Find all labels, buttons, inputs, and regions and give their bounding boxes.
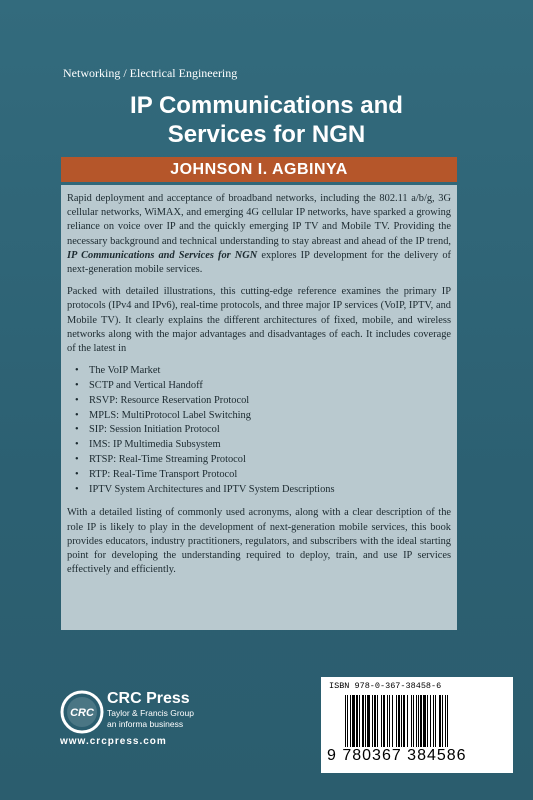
author-bar xyxy=(61,157,457,182)
barcode-icon xyxy=(345,695,495,747)
paragraph-intro xyxy=(67,192,451,277)
title-line-1: IP Communications and xyxy=(130,92,403,119)
isbn-text: ISBN 978-0-367-38458-6 xyxy=(329,681,442,691)
book-title xyxy=(0,91,533,149)
intro-book-title: IP Communications and Services for NGN xyxy=(67,249,258,261)
list-item: • SIP: Session Initiation Protocol xyxy=(75,423,451,438)
list-item: • MPLS: MultiProtocol Label Switching xyxy=(75,409,451,424)
list-item: • RSVP: Resource Reservation Protocol xyxy=(75,394,451,409)
publisher-name: CRC Press xyxy=(107,690,190,707)
title-line-2: Services for NGN xyxy=(167,121,366,148)
list-item: • IMS: IP Multimedia Subsystem xyxy=(75,438,451,453)
paragraph-coverage: Packed with detailed illustrations, this cutting-edge reference examines the primary IP protocols (IPv4 and IPv6), real-time protocols, and three major IP services (VoIP, IPTV, and Mobile TV). It clearly explains the different architectures of fixed, mobile, and wireless networks along with the major advantages and disadvantages of each. It includes coverage of the latest in xyxy=(67,286,451,355)
crc-logo-icon xyxy=(60,690,104,734)
paragraph-closing: With a detailed listing of commonly used acronyms, along with a clear description of the role IP is likely to play in the development of next-generation mobile services, this book provides educators, industry practitioners, regulators, and subscribers with the ideal starting point for developing the understanding required to deploy, train, and use IP services effectively and efficiently. xyxy=(67,507,451,576)
category-label: Networking / Electrical Engineering xyxy=(63,66,238,80)
publisher-group: Taylor & Francis Group xyxy=(107,708,194,718)
list-item: • IPTV System Architectures and IPTV System Descriptions xyxy=(75,483,451,498)
description-panel xyxy=(61,185,457,630)
list-item: • RTP: Real-Time Transport Protocol xyxy=(75,468,451,483)
list-item: • The VoIP Market xyxy=(75,364,451,379)
list-item: • SCTP and Vertical Handoff xyxy=(75,379,451,394)
intro-text-1: Rapid deployment and acceptance of broadband networks, including the 802.11 a/b/g, 3G cellular networks, WiMAX, and emerging 4G cellular IP networks, have sparked a growing reliance on voice over IP and the quickly emerging IP TV and Mobile TV. Providing the necessary background and technical understanding to stay abreast and ahead of the IP trend, xyxy=(67,193,451,247)
publisher-business: an informa business xyxy=(107,719,184,729)
description-text xyxy=(67,192,451,585)
publisher-text xyxy=(107,690,194,730)
barcode-number: 9 780367 384586 xyxy=(327,747,467,764)
publisher-website: www.crcpress.com xyxy=(60,736,167,747)
intro-text-2: explores IP development for the delivery of next-generation mobile services. xyxy=(67,249,451,276)
topic-list xyxy=(67,364,451,497)
author-name: JOHNSON I. AGBINYA xyxy=(170,161,348,178)
list-item: • RTSP: Real-Time Streaming Protocol xyxy=(75,453,451,468)
logo-mark-text: CRC xyxy=(70,707,94,719)
barcode-label xyxy=(321,677,513,773)
